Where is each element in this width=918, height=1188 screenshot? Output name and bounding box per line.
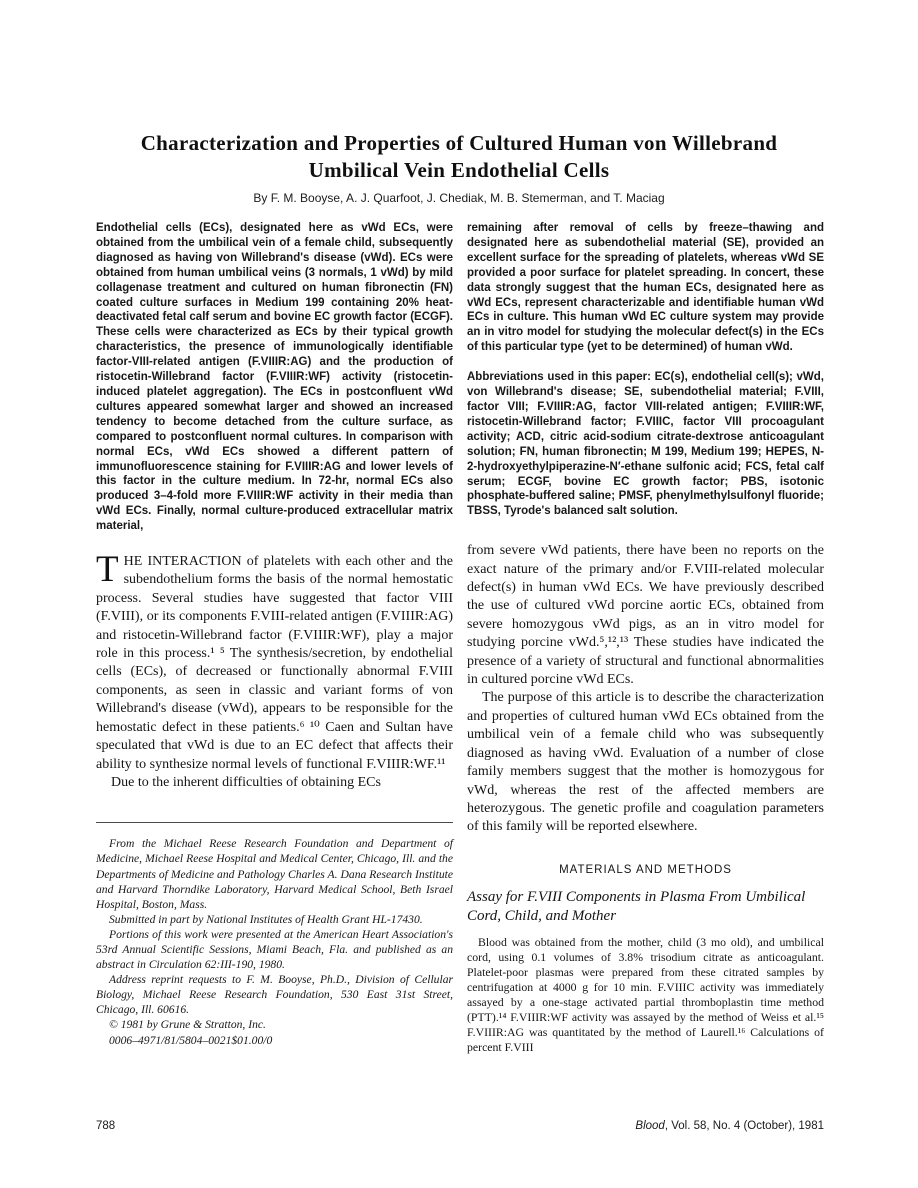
journal-citation: [635, 1120, 824, 1132]
footnote-affiliation: From the Michael Reese Research Foundation and Department of Medicine, Michael Reese Hospital and Medical Center, Chicago, Ill. and the Departments of Medicine and Pathology Charles A. Dana Research Institute and Harvard Thorndike Laboratory, Harvard Medical School, Beth Israel Hospital, Boston, Mass.: [96, 837, 453, 911]
section-heading-materials-and-methods: MATERIALS AND METHODS: [559, 863, 732, 876]
footnote-divider: [96, 822, 453, 823]
left-paragraph-2: Due to the inherent difficulties of obtaining ECs: [111, 774, 381, 790]
right-paragraph-1: from severe vWd patients, there have been no reports on the exact nature of the primary and/or F.VIII-related molecular defect(s) in human vWd ECs. We have previously described the use of cultured vWd porcine aortic ECs, obtained from severe homozygous vWd pigs, as an in vitro model for studying porcine vWd.⁵,¹²,¹³ These studies have indicated the presence of a variety of structural and functional abnormalities in cultured porcine vWd ECs.: [467, 543, 824, 688]
methods-subheading: Assay for F.VIII Components in Plasma From Umbilical Cord, Child, and Mother: [467, 888, 806, 924]
abstract-right: remaining after removal of cells by freeze–thawing and designated here as subendothelial material (SE), provided an excellent surface for the spreading of platelets, whereas vWd SE provided a poor surface for platelet spreading. In concert, these data strongly suggest that the human ECs, designated here as vWd ECs, represent characterizable and identifiable human vWd ECs in culture. This human vWd EC culture system may provide an in vitro model for studying the molecular defect(s) in the ECs of this particular type (yet to be determined) of human vWd.: [467, 222, 824, 354]
footnote-copyright: © 1981 by Grune & Stratton, Inc.: [109, 1018, 266, 1032]
left-column: [96, 221, 453, 1067]
footnote-reprints: Address reprint requests to F. M. Booyse, Ph.D., Division of Cellular Biology, Michael Reese Research Foundation, 530 East 31st Street, Chicago, Ill. 60616.: [96, 973, 453, 1017]
abstract-left: Endothelial cells (ECs), designated here as vWd ECs, were obtained from the umbilical vein of a female child, subsequently diagnosed as having von Willebrand's disease (vWd). ECs were obtained from human umbilical veins (3 normals, 1 vWd) by mild collagenase treatment and cultured on human fibronectin (FN) coated culture surfaces in Medium 199 containing 20% heat-deactivated fetal calf serum and bovine EC growth factor (ECGF). These cells were characterized as ECs by their typical growth characteristics, the presence of immunologically identifiable factor-VIII-related antigen (F.VIIIR:AG) and the production of ristocetin-Willebrand factor (F.VIIIR:WF) activity (ristocetin-induced platelet aggregation). The ECs in postconfluent vWd cultures appeared somewhat larger and showed an increased tendency to become detached from the culture surface, as compared to postconfluent normal cultures. In comparison with normal ECs, vWd ECs showed a different pattern of immunofluorescence staining for F.VIIIR:AG and lower levels of this factor in the culture medium. In 72-hr, normal ECs also produced 3–4-fold more F.VIIIR:WF activity in their media than vWd ECs. Finally, normal culture-produced extracellular matrix material,: [96, 222, 453, 533]
intro-paragraph-text: HE INTERACTION of platelets with each other and the subendothelium forms the basis of the normal hemostatic process. Several studies have suggested that factor VIII (F.VIII), or its components F.VIII-related antigen (F.VIIIR:AG) and ristocetin-Willebrand factor (F.VIIIR:WF), play a major role in this process.¹ ⁵ The synthesis/secretion, by endothelial cells (ECs), of decreased or functionally abnormal F.VIII components, as seen in classic and variant forms of von Willebrand's disease (vWd), appears to be responsible for the hemostatic defect in these patients.⁶ ¹⁰ Caen and Sultan have speculated that vWd is due to an EC defect that affects their ability to synthesize normal levels of functional F.VIIIR:WF.¹¹: [96, 554, 453, 772]
footnotes-block: [96, 836, 453, 1047]
page-footer: [96, 1120, 824, 1132]
right-paragraph-2: The purpose of this article is to describe the characterization and properties of cultured human vWd ECs obtained from the umbilical vein of a female child who was subsequently diagnosed as having vWd. Evaluation of a number of close family members suggest that the mother is homozygous for vWd, whereas the rest of the affected members are heterozygous. The genetic profile and coagulation parameters of this family will be reported elsewhere.: [467, 690, 824, 835]
right-column: [467, 221, 824, 1067]
article-title-line2: Umbilical Vein Endothelial Cells: [308, 158, 610, 183]
article-title: [0, 130, 918, 184]
journal-name: Blood: [635, 1120, 665, 1132]
dropcap-letter: T: [96, 549, 119, 591]
two-column-layout: [96, 221, 824, 1067]
article-title-line1: Characterization and Properties of Cultured Human von Willebrand: [140, 131, 778, 156]
footnote-grant: Submitted in part by National Institutes of Health Grant HL-17430.: [109, 912, 423, 926]
intro-paragraph: [96, 549, 453, 774]
abbreviations-paragraph: Abbreviations used in this paper: EC(s), endothelial cell(s); vWd, von Willebrand's disease; SE, subendothelial material; F.VIII, factor VIII; F.VIIIR:AG, factor VIII-related antigen; F.VIIIR:WF, ristocetin-Willebrand factor; F.VIIIC, factor VIII procoagulant activity; ACD, citric acid-sodium citrate-dextrose anticoagulant solution; FN, human fibronectin; M 199, Medium 199; HEPES, N-2-hydroxyethylpiperazine-N′-ethane sulfonic acid; FCS, fetal calf serum; ECGF, bovine EC growth factor; PBS, isotonic phosphate-buffered saline; PMSF, phenylmethylsulfonyl fluoride; TBSS, Tyrode's balanced salt solution.: [467, 371, 824, 518]
footnote-issn: 0006–4971/81/5804–0021$01.00/0: [109, 1033, 273, 1047]
methods-paragraph: Blood was obtained from the mother, child (3 mo old), and umbilical cord, using 0.1 volumes of 3.8% trisodium citrate as anticoagulant. Platelet-poor plasmas were prepared from these citrated samples by centrifugation at 4000 g for 10 min. F.VIIIC activity was immediately assayed by a one-stage activated partial thromboplastin time method (PTT).¹⁴ F.VIIIR:WF activity was assayed by the method of Weiss et al.¹⁵ F.VIIIR:AG was quantitated by the method of Laurell.¹⁶ Calculations of percent F.VIII: [467, 934, 824, 1055]
page-number: 788: [96, 1120, 116, 1132]
footnote-presented: Portions of this work were presented at the American Heart Association's 53rd Annual Scientific Sessions, Miami Beach, Fla. and published as an abstract in Circulation 62:III-190, 1980.: [96, 927, 453, 972]
journal-citation-rest: , Vol. 58, No. 4 (October), 1981: [664, 1120, 824, 1132]
byline: By F. M. Booyse, A. J. Quarfoot, J. Chediak, M. B. Stemerman, and T. Maciag: [253, 191, 665, 205]
